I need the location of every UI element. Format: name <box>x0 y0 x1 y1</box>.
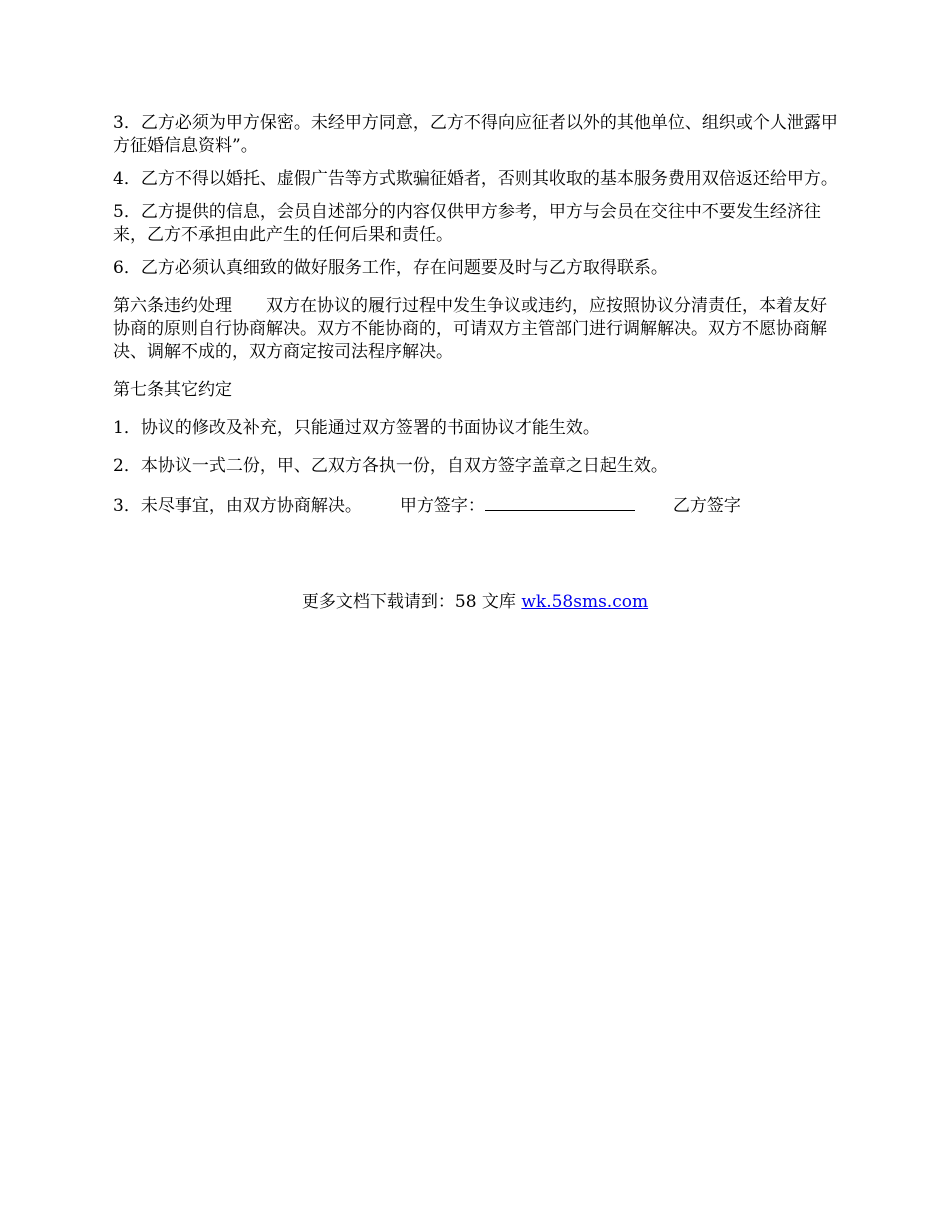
heading-article-7: 第七条其它约定 <box>113 380 232 400</box>
signature-line-row <box>113 493 843 518</box>
paragraph-article-7-item-1: 1．协议的修改及补充，只能通过双方签署的书面协议才能生效。 <box>113 418 600 438</box>
paragraph-clause-6-service: 6．乙方必须认真细致的做好服务工作，存在问题要及时与乙方取得联系。 <box>113 258 668 278</box>
paragraph-article-6-breach: 第六条违约处理 双方在协议的履行过程中发生争议或违约，应按照协议分清责任，本着友好协商的原则自行协商解决。双方不能协商的，可请双方主管部门进行调解解决。双方不愿协商解决、调解不成的，双方商定按司法程序解决。 <box>113 296 827 362</box>
paragraph-article-7-item-2: 2．本协议一式二份，甲、乙双方各执一份，自双方签字盖章之日起生效。 <box>113 456 668 476</box>
paragraph-article-7-item-3: 3．未尽事宜，由双方协商解决。 <box>113 496 362 516</box>
paragraph-clause-3-confidentiality: 3．乙方必须为甲方保密。未经甲方同意，乙方不得向应征者以外的其他单位、组织或个人泄露甲方征婚信息资料”。 <box>113 113 838 156</box>
document-body <box>113 112 843 528</box>
party-a-signature-field[interactable] <box>485 493 635 511</box>
footer-prefix: 更多文档下载请到：58 文库 <box>301 592 522 612</box>
party-b-signature-label: 乙方签字 <box>672 496 741 516</box>
party-a-signature-label: 甲方签字： <box>399 496 485 516</box>
footer-link[interactable]: wk.58sms.com <box>521 592 649 612</box>
paragraph-clause-5-information: 5．乙方提供的信息，会员自述部分的内容仅供甲方参考，甲方与会员在交往中不要发生经济往来，乙方不承担由此产生的任何后果和责任。 <box>113 202 821 245</box>
paragraph-clause-4-no-fraud: 4．乙方不得以婚托、虚假广告等方式欺骗征婚者，否则其收取的基本服务费用双倍返还给甲方。 <box>113 169 838 189</box>
footer <box>0 591 950 614</box>
